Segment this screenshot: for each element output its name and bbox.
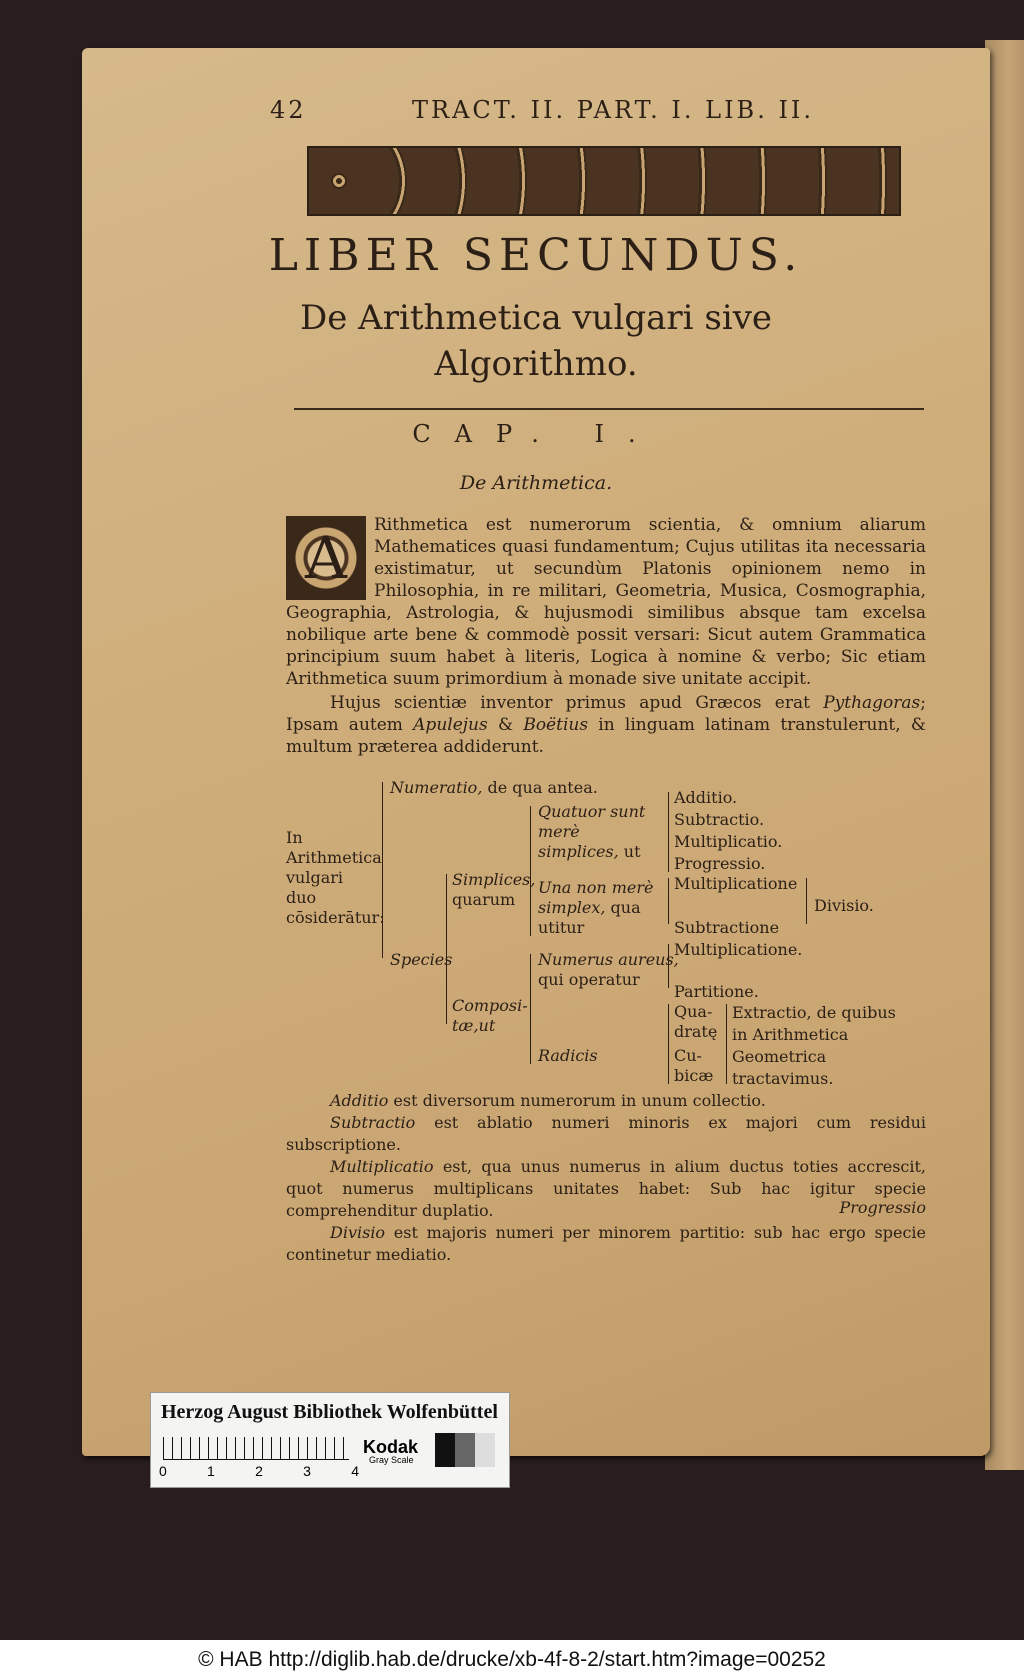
name-boetius: Boëtius — [523, 715, 589, 735]
brace-aureus — [668, 944, 669, 988]
op-quadratae: Qua-dratę — [674, 1002, 718, 1041]
tree-numerus-aureus: Numerus aureus, qui operatur — [538, 950, 679, 989]
classification-tree — [286, 778, 926, 1088]
paragraph-1: Rithmetica est numerorum scientia, & omnium aliarum Mathematices quasi fundamentum; Cujus utilitas ita necessaria existimatur, ut secundùm Platonis opinionem nemo in Philosophia, in re militari, Geometria, Musica, Cosmographia, Geographia, Astrologia, & hujusmodi similibus absque tam excelsa nobilique arte bene & commodè possit versari: Sicut autem Grammatica principium suum habet à literis, Logica à nomine & verbo; Sic etiam Arithmetica suum primordium à monade sive unitate accipit. — [286, 515, 926, 689]
paragraph-2: Hujus scientiæ inventor primus apud Græcos erat Pythagoras; Ipsam autem Apulejus & Boëtius in linguam latinam transtulerunt, & multum præterea addiderunt. — [286, 693, 927, 757]
ruler-numbers: 0 1 2 3 4 — [159, 1463, 359, 1479]
book-page — [82, 48, 990, 1456]
running-head: TRACT. II. PART. I. LIB. II. — [412, 96, 815, 124]
def-multiplicatio: Multiplicatio est, qua unus numerus in alium ductus toties accrescit, quot numerus multiplicans unitates habet: Sub hac igitur specie comprehenditur duplatio. — [286, 1157, 926, 1220]
op-multiplicatione-2: Multiplicatione. — [674, 940, 803, 959]
op-cubicae: Cu-bicæ — [674, 1046, 714, 1085]
op-multiplicatio: Multiplicatio. — [674, 832, 783, 851]
page-number: 42 — [270, 96, 307, 124]
tree-composite: Composi-tæ,ut — [452, 996, 528, 1035]
brace-composite — [530, 954, 531, 1064]
brace-species — [446, 874, 447, 1024]
color-scale-card — [150, 1392, 510, 1488]
gray-scale-label: Gray Scale — [369, 1455, 414, 1465]
copyright-footer: © HAB http://diglib.hab.de/drucke/xb-4f-8-2/start.htm?image=00252 — [0, 1640, 1024, 1680]
decorated-initial: A — [286, 516, 366, 600]
divider-rule — [294, 408, 924, 410]
op-multiplicatione: Multiplicatione — [674, 874, 798, 893]
name-pythagoras: Pythagoras — [823, 693, 921, 713]
main-text — [286, 514, 926, 758]
brace-una — [668, 878, 669, 924]
ruler-ticks — [163, 1437, 349, 1460]
brace-extractio — [726, 1004, 727, 1084]
swatch-gray — [455, 1433, 475, 1467]
definitions — [286, 1090, 926, 1266]
tree-una: Una non merè simplex, qua utitur — [538, 878, 654, 937]
ornamental-headpiece — [307, 146, 901, 216]
op-partitione: Partitione. — [674, 982, 759, 1001]
brace-divisio — [806, 878, 807, 924]
chapter-title: De Arithmetica. — [459, 472, 613, 494]
swatch-black — [435, 1433, 455, 1467]
tree-quatuor: Quatuor sunt merè simplices, ut — [538, 802, 646, 861]
op-additio: Additio. — [674, 788, 738, 807]
brace-simplices — [530, 806, 531, 936]
tree-root: In Arithmetica vulgari duo cōsiderātur: — [286, 828, 385, 927]
def-divisio: Divisio est majoris numeri per minorem partitio: sub hac ergo specie continetur mediatio. — [286, 1223, 926, 1264]
swatch-light — [475, 1433, 495, 1467]
op-subtractio: Subtractio. — [674, 810, 765, 829]
op-progressio: Progressio. — [674, 854, 766, 873]
chapter-heading: CAP. I. — [412, 420, 660, 448]
brace-quatuor — [668, 792, 669, 872]
op-extractio: Extractio, de quibus in Arithmetica Geometrica tractavimus. — [732, 1003, 896, 1088]
subtitle-line-2: Algorithmo. — [434, 344, 638, 384]
tree-species: Species — [390, 950, 453, 969]
tree-numeratio: Numeratio, de qua antea. — [390, 778, 598, 797]
kodak-logo: Kodak — [363, 1437, 419, 1457]
adjacent-page-edge — [985, 40, 1024, 1470]
library-name: Herzog August Bibliothek Wolfenbüttel — [161, 1401, 498, 1423]
op-subtractione: Subtractione — [674, 918, 780, 937]
tree-radicis: Radicis — [538, 1046, 598, 1065]
op-divisio: Divisio. — [814, 896, 874, 915]
catchword: Progressio — [839, 1198, 926, 1217]
brace-root — [382, 782, 383, 958]
def-additio: Additio est diversorum numerorum in unum collectio. — [330, 1091, 766, 1110]
name-apulejus: Apulejus — [413, 715, 488, 735]
tree-simplices: Simplices, quarum — [452, 870, 536, 909]
brace-radicis — [668, 1004, 669, 1084]
def-subtractio: Subtractio est ablatio numeri minoris ex majori cum residui subscriptione. — [286, 1113, 926, 1154]
book-title: LIBER SECUNDUS. — [268, 230, 804, 281]
subtitle-line-1: De Arithmetica vulgari sive — [299, 298, 773, 338]
